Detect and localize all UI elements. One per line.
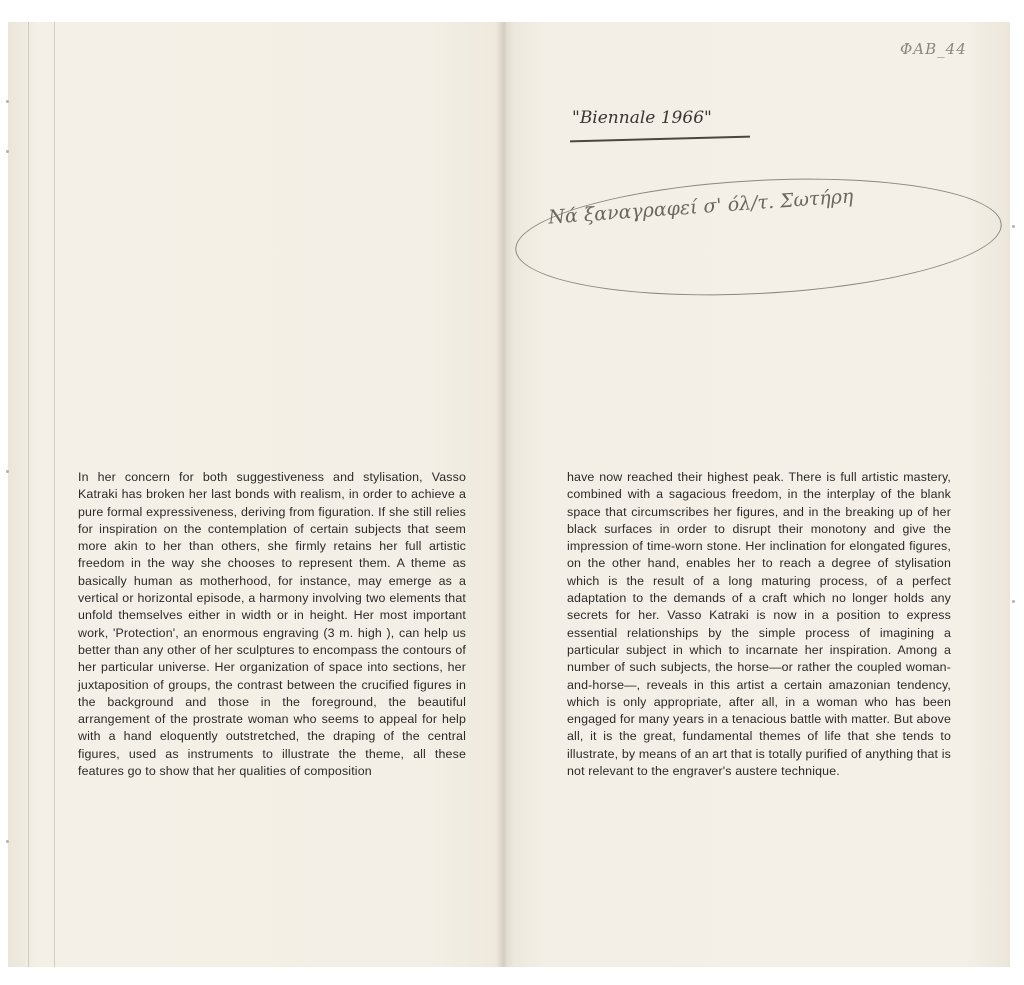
left-edge-crease xyxy=(28,22,29,967)
handwritten-title: "Biennale 1966" xyxy=(572,108,712,128)
binding-hole xyxy=(6,100,9,103)
binding-hole xyxy=(6,150,9,153)
left-inner-crease xyxy=(54,22,55,967)
handwritten-greek-note: Νά ξαναγραφεί σ' όλ/τ. Σωτήρη xyxy=(547,185,855,229)
left-column-text: In her concern for both suggestiveness and stylisation, Vasso Katraki has broken her last bonds with realism, in order to achieve a pure formal expressiveness, deriving from figuration. If she still relies for inspiration on the contemplation of certain subjects that seem more akin to her than others, she firmly retains her full artistic freedom in the way she chooses to represent them. A theme as basically human as motherhood, for instance, may emerge as a vertical or horizontal episode, a harmony involving two elements that unfold themselves either in width or in height. Her most important work, 'Protection', an enormous engraving (3 m. high ), can help us better than any other of her sculptures to encompass the contours of her particular universe. Her organization of space into sections, her juxtaposition of groups, the contrast between the crucified figures in the background and those in the foreground, the beautiful arrangement of the prostrate woman who seems to appeal for help with a hand eloquently outstretched, the draping of the central figures, used as instruments to illustrate the theme, all these features go to show that her qualities of composition xyxy=(78,470,466,779)
binding-hole xyxy=(1012,600,1015,603)
binding-hole xyxy=(6,840,9,843)
center-fold xyxy=(496,22,514,967)
archive-reference-code: ΦΑΒ_44 xyxy=(900,40,967,58)
binding-hole xyxy=(1012,225,1015,228)
binding-hole xyxy=(6,470,9,473)
right-column-text: have now reached their highest peak. There is full artistic mastery, combined with a sagacious freedom, in the interplay of the blank space that circumscribes her figures, and in the breaking up of her black surfaces in order to disrupt their monotony and give the impression of time-worn stone. Her inclination for elongated figures, on the other hand, enables her to reach a degree of stylisation which is the result of a long maturing process, of a perfect adaptation to the demands of a craft which no longer holds any secrets for her. Vasso Katraki is now in a position to express essential relationships by the simple process of imagining a particular subject in which to incarnate her inspiration. Among a number of such subjects, the horse—or rather the coupled woman-and-horse—, reveals in this artist a certain amazonian tendency, which is only appropriate, after all, in a woman who has been engaged for many years in a tenacious battle with matter. But above all, it is the great, fundamental themes of life that she tends to illustrate, by means of an art that is totally purified of anything that is not relevant to the engraver's austere technique. xyxy=(567,470,951,779)
